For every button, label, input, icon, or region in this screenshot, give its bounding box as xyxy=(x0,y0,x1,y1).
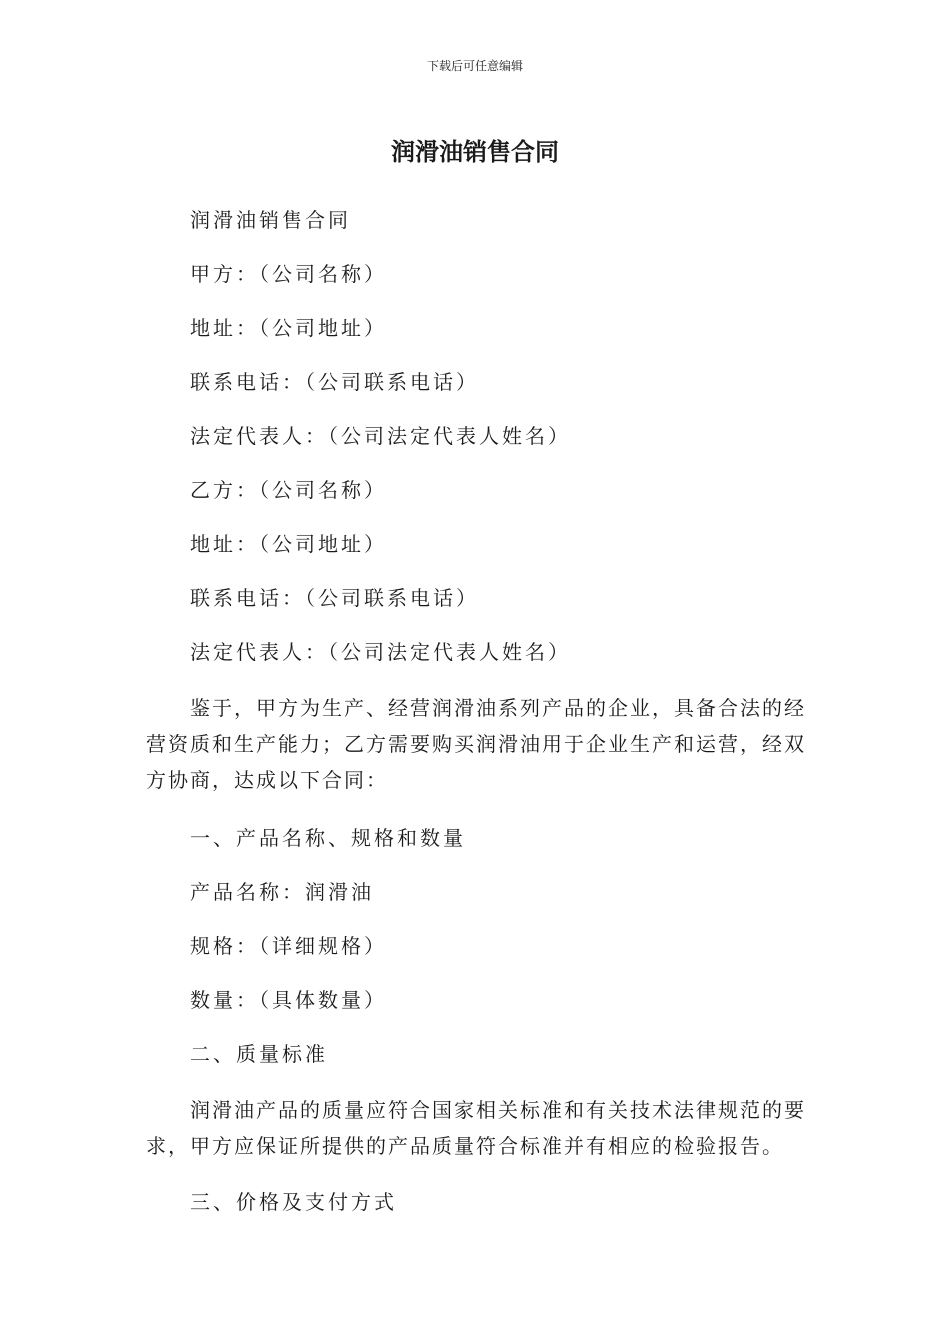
party-b-representative: 法定代表人：（公司法定代表人姓名） xyxy=(190,640,571,664)
party-b-line: 乙方：（公司名称） xyxy=(190,478,387,502)
header-note: 下载后可任意编辑 xyxy=(426,59,523,73)
section-1-heading: 一、产品名称、规格和数量 xyxy=(190,826,466,850)
party-a-line: 甲方：（公司名称） xyxy=(190,262,387,286)
spec-line: 规格：（详细规格） xyxy=(190,934,387,958)
section-3-heading: 三、价格及支付方式 xyxy=(190,1190,397,1214)
document-title: 润滑油销售合同 xyxy=(391,138,559,166)
party-b-phone: 联系电话：（公司联系电话） xyxy=(190,586,479,610)
quantity-line: 数量：（具体数量） xyxy=(190,988,387,1012)
section-2-heading: 二、质量标准 xyxy=(190,1042,328,1066)
whereas-paragraph: 鉴于，甲方为生产、经营润滑油系列产品的企业，具备合法的经营资质和生产能力；乙方需要购买润滑油用于企业生产和运营，经双方协商，达成以下合同： xyxy=(146,696,806,792)
contract-name-line: 润滑油销售合同 xyxy=(190,208,351,232)
product-name-line: 产品名称：润滑油 xyxy=(190,880,374,904)
party-a-phone: 联系电话：（公司联系电话） xyxy=(190,370,479,394)
party-a-representative: 法定代表人：（公司法定代表人姓名） xyxy=(190,424,571,448)
party-b-address: 地址：（公司地址） xyxy=(190,532,387,556)
party-a-address: 地址：（公司地址） xyxy=(190,316,387,340)
quality-paragraph: 润滑油产品的质量应符合国家相关标准和有关技术法律规范的要求，甲方应保证所提供的产品质量符合标准并有相应的检验报告。 xyxy=(146,1098,806,1158)
